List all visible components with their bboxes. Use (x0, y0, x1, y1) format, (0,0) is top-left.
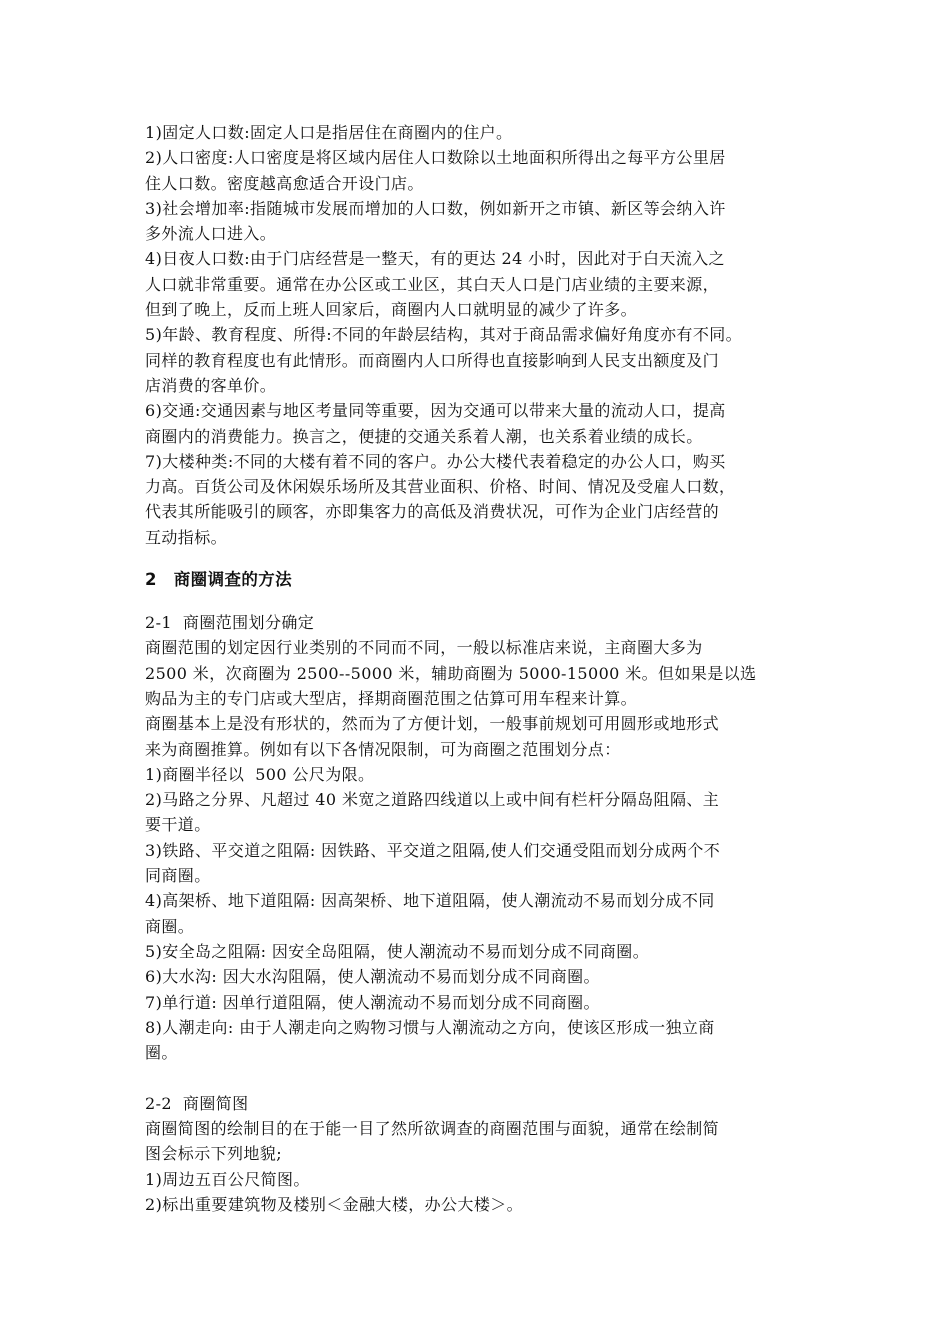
paragraph-gap (145, 1065, 825, 1090)
text-line: 5)年龄、教育程度、所得:不同的年龄层结构，其对于商品需求偏好角度亦有不同。 (145, 325, 743, 345)
subsection-title: 2-2 商圈简图 (145, 1093, 249, 1113)
text-line: 6)大水沟: 因大水沟阻隔，使人潮流动不易而划分成不同商圈。 (145, 967, 600, 987)
document-page (145, 120, 825, 1217)
text-line: 商圈。 (145, 916, 195, 936)
text-line: 来为商圈推算。例如有以下各情况限制，可为商圈之范围划分点： (145, 739, 621, 759)
text-line: 商圈简图的绘制目的在于能一目了然所欲调查的商圈范围与面貌，通常在绘制简 (145, 1118, 720, 1138)
text-line: 3)铁路、平交道之阻隔: 因铁路、平交道之阻隔,使人们交通受阻而划分成两个不 (145, 840, 721, 860)
text-line: 互动指标。 (145, 527, 228, 547)
text-line: 要干道。 (145, 815, 211, 835)
text-line: 人口就非常重要。通常在办公区或工业区，其白天人口是门店业绩的主要来源， (145, 274, 720, 294)
text-line: 圈。 (145, 1043, 178, 1063)
section-heading: 2 商圈调查的方法 (145, 570, 293, 590)
text-line: 2500 米，次商圈为 2500--5000 米，辅助商圈为 5000-15000 米。但如果是以选 (145, 663, 757, 683)
text-line: 6)交通:交通因素与地区考量同等重要，因为交通可以带来大量的流动人口，提高 (145, 401, 726, 421)
text-line: 商圈范围的划定因行业类别的不同而不同，一般以标准店来说，主商圈大多为 (145, 638, 703, 658)
subsection-2-2 (145, 1091, 825, 1217)
text-line: 力高。百货公司及休闲娱乐场所及其营业面积、价格、时间、情况及受雇人口数， (145, 477, 736, 497)
text-line: 店消费的客单价。 (145, 375, 277, 395)
text-line: 8)人潮走向: 由于人潮走向之购物习惯与人潮流动之方向，使该区形成一独立商 (145, 1017, 715, 1037)
text-line: 3)社会增加率:指随城市发展而增加的人口数，例如新开之市镇、新区等会纳入许 (145, 198, 726, 218)
subsection-title: 2-1 商圈范围划分确定 (145, 613, 315, 633)
section-1-list (145, 120, 825, 550)
text-line: 2)标出重要建筑物及楼别＜金融大楼，办公大楼＞。 (145, 1194, 524, 1214)
text-line: 4)高架桥、地下道阻隔: 因高架桥、地下道阻隔，使人潮流动不易而划分成不同 (145, 891, 715, 911)
text-line: 但到了晚上，反而上班人回家后，商圈内人口就明显的减少了许多。 (145, 300, 638, 320)
text-line: 图会标示下列地貌; (145, 1144, 282, 1164)
text-line: 4)日夜人口数:由于门店经营是一整天，有的更达 24 小时，因此对于白天流入之 (145, 249, 725, 269)
text-line: 住人口数。密度越高愈适合开设门店。 (145, 173, 424, 193)
text-line: 1)固定人口数:固定人口是指居住在商圈内的住户。 (145, 123, 513, 142)
text-line: 1)周边五百公尺简图。 (145, 1169, 310, 1189)
text-line: 商圈内的消费能力。换言之，便捷的交通关系着人潮，也关系着业绩的成长。 (145, 426, 703, 446)
text-line: 2)人口密度:人口密度是将区域内居住人口数除以土地面积所得出之每平方公里居 (145, 148, 726, 168)
text-line: 代表其所能吸引的顾客，亦即集客力的高低及消费状况，可作为企业门店经营的 (145, 502, 720, 522)
text-line: 2)马路之分界、凡超过 40 米宽之道路四线道以上或中间有栏杆分隔岛阻隔、主 (145, 790, 720, 810)
text-line: 1)商圈半径以 500 公尺为限。 (145, 764, 375, 784)
subsection-2-1 (145, 610, 825, 1065)
text-line: 7)单行道: 因单行道阻隔，使人潮流动不易而划分成不同商圈。 (145, 992, 600, 1012)
text-line: 多外流人口进入。 (145, 224, 277, 244)
text-line: 同商圈。 (145, 866, 211, 886)
text-line: 商圈基本上是没有形状的，然而为了方便计划，一般事前规划可用圆形或地形式 (145, 714, 720, 734)
text-line: 5)安全岛之阻隔: 因安全岛阻隔，使人潮流动不易而划分成不同商圈。 (145, 941, 650, 961)
text-line: 购品为主的专门店或大型店，择期商圈范围之估算可用车程来计算。 (145, 688, 638, 708)
text-line: 7)大楼种类:不同的大楼有着不同的客户。办公大楼代表着稳定的办公人口，购买 (145, 451, 726, 471)
text-line: 同样的教育程度也有此情形。而商圈内人口所得也直接影响到人民支出额度及门 (145, 350, 720, 370)
